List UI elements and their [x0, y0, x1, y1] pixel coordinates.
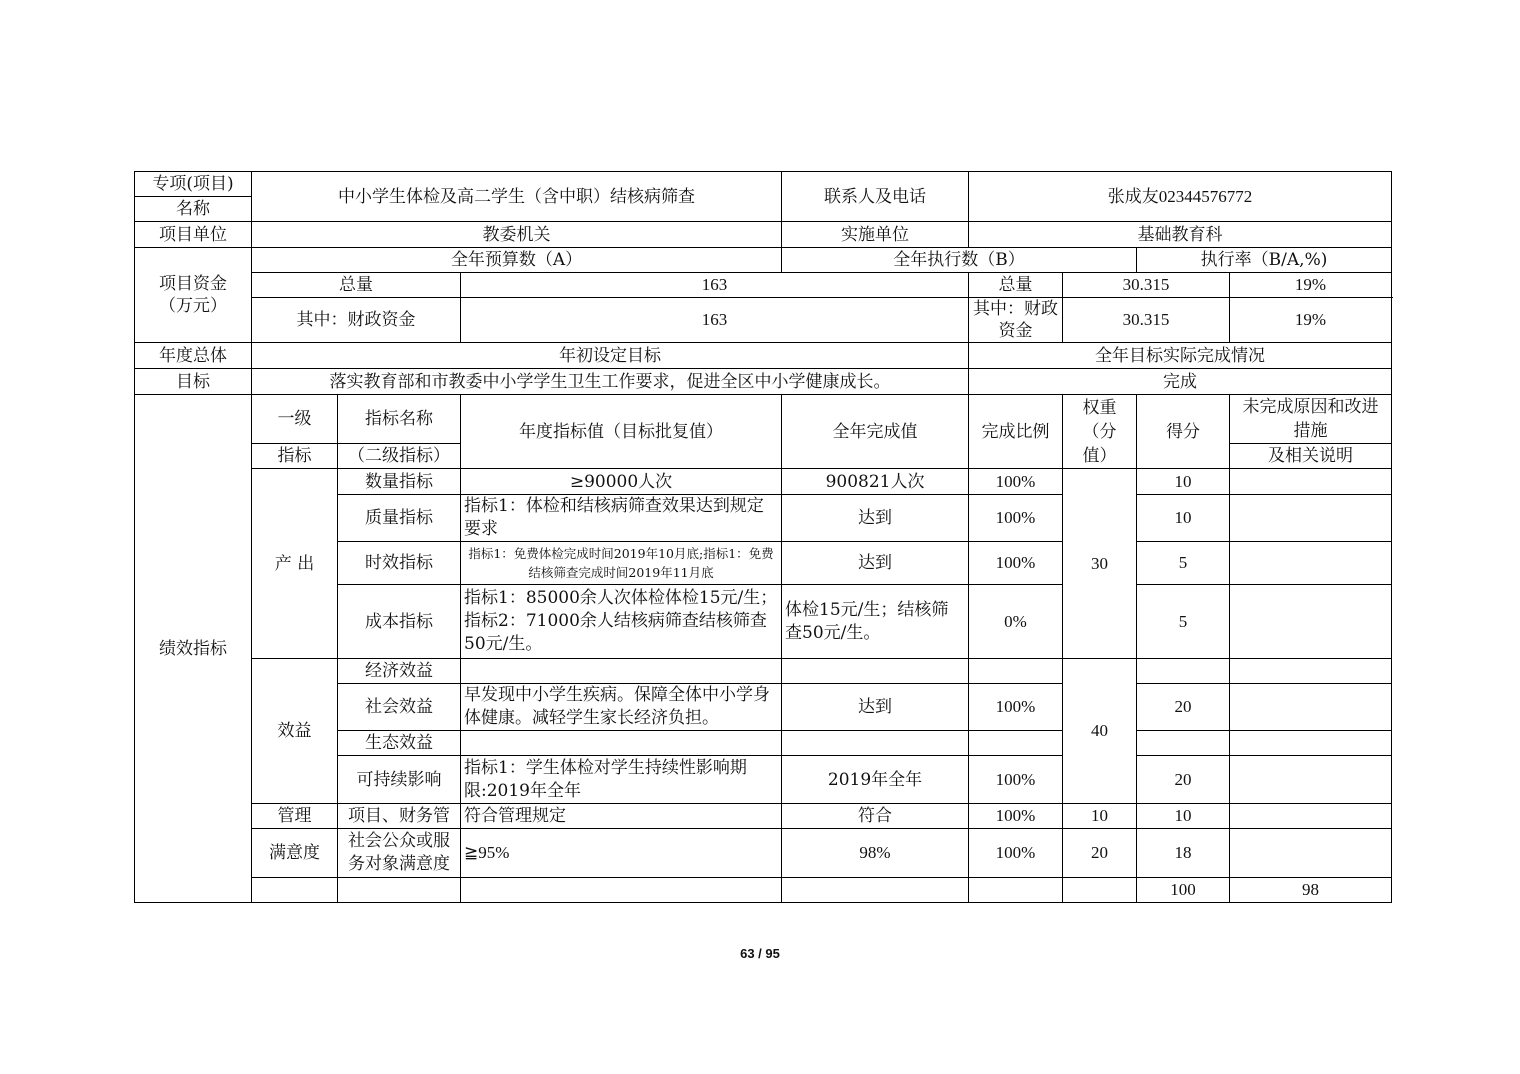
indicators-section-label: 绩效指标 — [135, 395, 252, 903]
output-weight: 30 — [1063, 469, 1137, 659]
goals-actual-label: 全年目标实际完成情况 — [969, 343, 1392, 369]
satisfaction-weight: 20 — [1063, 829, 1137, 878]
impl-unit-label: 实施单位 — [782, 222, 969, 248]
goals-label: 年度总体 — [135, 343, 252, 369]
indicator-score: 20 — [1137, 684, 1230, 731]
indicator-name: 社会效益 — [338, 684, 461, 731]
score-header: 得分 — [1137, 395, 1230, 469]
indicator-score: 10 — [1137, 495, 1230, 542]
satisfaction-ratio: 100% — [969, 829, 1063, 878]
totals-blank — [782, 878, 969, 903]
indicator-completed: 达到 — [782, 542, 969, 585]
exec-total-rate: 19% — [1230, 273, 1392, 298]
satisfaction-target: ≧95% — [461, 829, 782, 878]
indicator-ratio: 100% — [969, 756, 1063, 804]
indicator-score: 5 — [1137, 542, 1230, 585]
target-header: 年度指标值（目标批复值） — [461, 395, 782, 469]
indicator-reason — [1230, 495, 1392, 542]
management-score: 10 — [1137, 804, 1230, 829]
budget-total-label: 总量 — [252, 273, 461, 298]
indicator-ratio: 100% — [969, 495, 1063, 542]
benefit-weight: 40 — [1063, 659, 1137, 804]
indicator-ratio: 0% — [969, 585, 1063, 659]
indicator-ratio — [969, 659, 1063, 684]
indicator-name: 数量指标 — [338, 469, 461, 495]
totals-blank — [461, 878, 782, 903]
level1-header: 一级 — [252, 395, 338, 444]
indicator-score: 10 — [1137, 469, 1230, 495]
indicator-score — [1137, 659, 1230, 684]
indicator-reason — [1230, 684, 1392, 731]
reason-header: 未完成原因和改进 措施 — [1230, 395, 1392, 444]
indicator-completed: 2019年全年 — [782, 756, 969, 804]
indicator-score — [1137, 731, 1230, 756]
exec-fiscal-label: 其中：财政资金 — [969, 298, 1063, 343]
indicator-name-header: 指标名称 — [338, 395, 461, 444]
indicator-target: ≥90000人次 — [461, 469, 782, 495]
project-name: 中小学生体检及高二学生（含中职）结核病筛查 — [252, 172, 782, 222]
management-reason — [1230, 804, 1392, 829]
exec-total-label: 总量 — [969, 273, 1063, 298]
exec-fiscal-value: 30.315 — [1063, 298, 1230, 343]
indicator-name: 经济效益 — [338, 659, 461, 684]
reason-header-2: 及相关说明 — [1230, 444, 1392, 469]
project-name-label-2: 名称 — [135, 197, 252, 222]
indicator-completed: 体检15元/生；结核筛查50元/生。 — [782, 585, 969, 659]
performance-table — [134, 171, 1392, 903]
rate-label: 执行率（B/A,%) — [1137, 248, 1392, 273]
contact-label: 联系人及电话 — [782, 172, 969, 222]
ratio-header: 完成比例 — [969, 395, 1063, 469]
indicator-name: 生态效益 — [338, 731, 461, 756]
project-name-label: 专项(项目) — [135, 172, 252, 197]
management-completed: 符合 — [782, 804, 969, 829]
output-level1: 产 出 — [252, 469, 338, 659]
indicator-reason — [1230, 731, 1392, 756]
management-weight: 10 — [1063, 804, 1137, 829]
impl-unit: 基础教育科 — [969, 222, 1392, 248]
executed-label: 全年执行数（B） — [782, 248, 1137, 273]
goals-initial-value: 落实教育部和市教委中小学学生卫生工作要求，促进全区中小学健康成长。 — [252, 369, 969, 395]
totals-blank — [969, 878, 1063, 903]
indicator-completed: 900821人次 — [782, 469, 969, 495]
goals-initial-label: 年初设定目标 — [252, 343, 969, 369]
indicator-name: 时效指标 — [338, 542, 461, 585]
indicator-reason — [1230, 659, 1392, 684]
project-unit-label: 项目单位 — [135, 222, 252, 248]
exec-fiscal-rate: 19% — [1230, 298, 1392, 343]
totals-weight: 100 — [1137, 878, 1230, 903]
indicator-completed: 达到 — [782, 684, 969, 731]
indicator-reason — [1230, 469, 1392, 495]
indicator-target — [461, 731, 782, 756]
indicator-target: 指标1：体检和结核病筛查效果达到规定要求 — [461, 495, 782, 542]
satisfaction-name: 社会公众或服 务对象满意度 — [338, 829, 461, 878]
indicator-target: 指标1：学生体检对学生持续性影响期限:2019年全年 — [461, 756, 782, 804]
indicator-target: 指标1：免费体检完成时间2019年10月底;指标1：免费结核筛查完成时间2019年11月底 — [461, 542, 782, 585]
management-target: 符合管理规定 — [461, 804, 782, 829]
weight-header: 权重 （分 值） — [1063, 395, 1137, 469]
indicator-reason — [1230, 585, 1392, 659]
indicator-score: 5 — [1137, 585, 1230, 659]
funds-label: 项目资金 （万元） — [135, 248, 252, 343]
indicator-name: 可持续影响 — [338, 756, 461, 804]
indicator-ratio: 100% — [969, 542, 1063, 585]
indicator-completed: 达到 — [782, 495, 969, 542]
budget-label: 全年预算数（A） — [252, 248, 782, 273]
budget-total-value: 163 — [461, 273, 969, 298]
contact-value: 张成友02344576772 — [969, 172, 1392, 222]
totals-blank — [338, 878, 461, 903]
totals-blank — [1063, 878, 1137, 903]
indicator-target: 早发现中小学生疾病。保障全体中小学身体健康。减轻学生家长经济负担。 — [461, 684, 782, 731]
satisfaction-score: 18 — [1137, 829, 1230, 878]
indicator-ratio — [969, 731, 1063, 756]
project-unit: 教委机关 — [252, 222, 782, 248]
indicator-completed — [782, 659, 969, 684]
indicator-score: 20 — [1137, 756, 1230, 804]
goals-actual-value: 完成 — [969, 369, 1392, 395]
budget-fiscal-label: 其中：财政资金 — [252, 298, 461, 343]
management-ratio: 100% — [969, 804, 1063, 829]
totals-score: 98 — [1230, 878, 1392, 903]
indicator-name-header-2: （二级指标） — [338, 444, 461, 469]
indicator-ratio: 100% — [969, 684, 1063, 731]
page-number: 63 / 95 — [740, 946, 780, 961]
management-name: 项目、财务管 — [338, 804, 461, 829]
indicator-target — [461, 659, 782, 684]
indicator-name: 质量指标 — [338, 495, 461, 542]
budget-fiscal-value: 163 — [461, 298, 969, 343]
indicator-reason — [1230, 542, 1392, 585]
exec-total-value: 30.315 — [1063, 273, 1230, 298]
level1-header-2: 指标 — [252, 444, 338, 469]
completed-header: 全年完成值 — [782, 395, 969, 469]
benefit-level1: 效益 — [252, 659, 338, 804]
indicator-reason — [1230, 756, 1392, 804]
satisfaction-reason — [1230, 829, 1392, 878]
satisfaction-completed: 98% — [782, 829, 969, 878]
indicator-name: 成本指标 — [338, 585, 461, 659]
satisfaction-level1: 满意度 — [252, 829, 338, 878]
indicator-target: 指标1：85000余人次体检体检15元/生；指标2：71000余人结核病筛查结核筛查50元/生。 — [461, 585, 782, 659]
totals-blank — [252, 878, 338, 903]
management-level1: 管理 — [252, 804, 338, 829]
indicator-ratio: 100% — [969, 469, 1063, 495]
indicator-completed — [782, 731, 969, 756]
goals-label-2: 目标 — [135, 369, 252, 395]
